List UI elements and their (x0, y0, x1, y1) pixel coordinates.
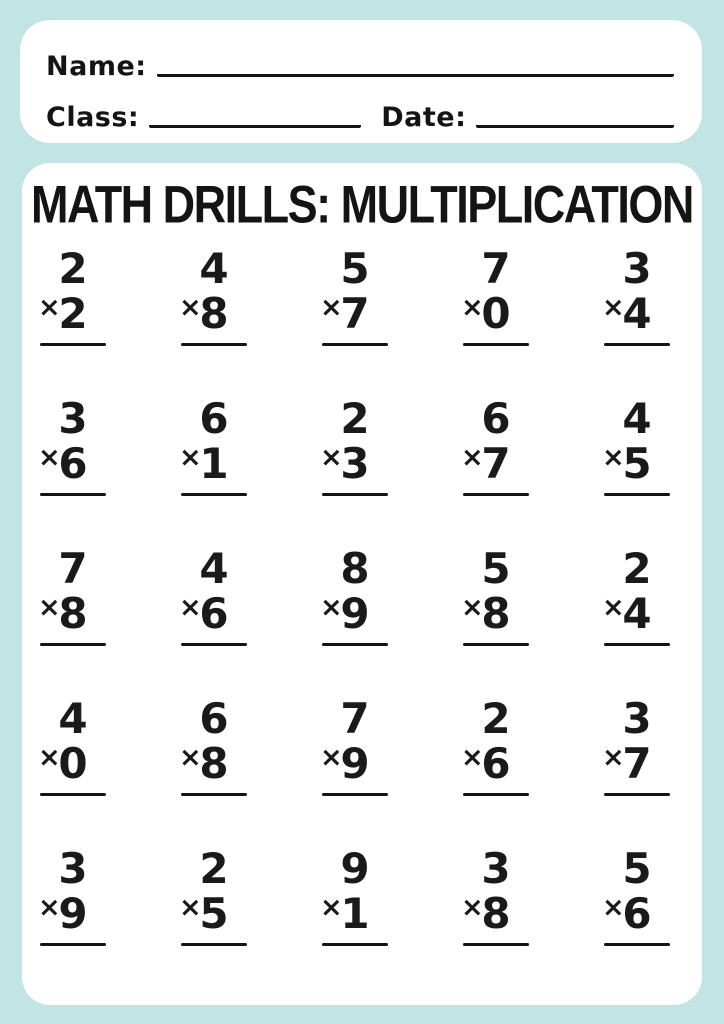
bottom-operand-row (320, 889, 388, 938)
answer-line (463, 643, 529, 646)
top-operand: 3 (481, 844, 511, 893)
top-operand: 8 (340, 544, 370, 593)
problems-grid (22, 234, 702, 998)
class-label: Class: (46, 102, 140, 134)
bottom-operand: 8 (199, 289, 229, 338)
bottom-operand-row (461, 739, 529, 788)
problem (38, 694, 106, 848)
bottom-operand-row (602, 889, 670, 938)
top-operand: 9 (340, 844, 370, 893)
problem (320, 394, 388, 548)
top-operand: 4 (199, 244, 229, 293)
name-row (46, 36, 674, 82)
date-label: Date: (381, 102, 467, 134)
bottom-operand-row (320, 289, 388, 338)
bottom-operand-row (602, 589, 670, 638)
top-operand: 3 (58, 394, 88, 443)
problem (38, 544, 106, 698)
top-operand: 2 (481, 694, 511, 743)
multiply-sign: × (602, 292, 625, 323)
problem (602, 694, 670, 848)
bottom-operand: 5 (199, 889, 229, 938)
top-operand: 5 (622, 844, 652, 893)
multiply-sign: × (602, 892, 625, 923)
bottom-operand: 4 (622, 589, 652, 638)
problem (602, 544, 670, 698)
problem (320, 694, 388, 848)
multiply-sign: × (38, 592, 61, 623)
bottom-operand-row (179, 589, 247, 638)
answer-line (40, 943, 106, 946)
answer-line (604, 343, 670, 346)
name-label: Name: (46, 51, 147, 83)
multiply-sign: × (320, 892, 343, 923)
bottom-operand-row (38, 289, 106, 338)
problem (461, 694, 529, 848)
answer-line (181, 793, 247, 796)
answer-line (322, 643, 388, 646)
worksheet-card (22, 163, 702, 1005)
answer-line (463, 493, 529, 496)
problem (179, 844, 247, 998)
bottom-operand: 6 (481, 739, 511, 788)
answer-line (463, 793, 529, 796)
bottom-operand: 9 (340, 589, 370, 638)
bottom-operand-row (179, 739, 247, 788)
problem (461, 394, 529, 548)
answer-line (322, 793, 388, 796)
answer-line (181, 643, 247, 646)
bottom-operand-row (320, 739, 388, 788)
bottom-operand-row (320, 439, 388, 488)
problem (461, 844, 529, 998)
multiply-sign: × (179, 742, 202, 773)
top-operand: 2 (58, 244, 88, 293)
answer-line (181, 493, 247, 496)
bottom-operand-row (38, 589, 106, 638)
problem (602, 394, 670, 548)
problem (38, 244, 106, 398)
bottom-operand-row (320, 589, 388, 638)
problem (461, 544, 529, 698)
multiply-sign: × (320, 592, 343, 623)
answer-line (40, 343, 106, 346)
answer-line (322, 493, 388, 496)
multiply-sign: × (179, 892, 202, 923)
class-date-row (46, 87, 674, 133)
bottom-operand-row (179, 889, 247, 938)
bottom-operand-row (38, 739, 106, 788)
top-operand: 3 (622, 244, 652, 293)
multiply-sign: × (461, 592, 484, 623)
top-operand: 3 (622, 694, 652, 743)
bottom-operand: 8 (199, 739, 229, 788)
problem (320, 544, 388, 698)
bottom-operand-row (179, 289, 247, 338)
problem (179, 244, 247, 398)
bottom-operand: 0 (58, 739, 88, 788)
top-operand: 2 (340, 394, 370, 443)
multiply-sign: × (461, 292, 484, 323)
answer-line (181, 943, 247, 946)
top-operand: 7 (58, 544, 88, 593)
name-blank-line (157, 64, 674, 77)
multiply-sign: × (320, 292, 343, 323)
bottom-operand: 6 (622, 889, 652, 938)
top-operand: 4 (58, 694, 88, 743)
date-blank-line (476, 115, 674, 128)
bottom-operand-row (602, 289, 670, 338)
top-operand: 6 (481, 394, 511, 443)
bottom-operand-row (461, 589, 529, 638)
problem (461, 244, 529, 398)
answer-line (322, 943, 388, 946)
bottom-operand: 7 (340, 289, 370, 338)
problem (179, 544, 247, 698)
top-operand: 4 (622, 394, 652, 443)
problem (602, 244, 670, 398)
problem (38, 844, 106, 998)
answer-line (322, 343, 388, 346)
top-operand: 6 (199, 394, 229, 443)
multiply-sign: × (461, 742, 484, 773)
bottom-operand: 6 (199, 589, 229, 638)
top-operand: 7 (481, 244, 511, 293)
bottom-operand-row (38, 889, 106, 938)
answer-line (604, 793, 670, 796)
multiply-sign: × (461, 442, 484, 473)
top-operand: 2 (199, 844, 229, 893)
title-wrap (22, 174, 702, 234)
answer-line (40, 793, 106, 796)
multiply-sign: × (602, 592, 625, 623)
bottom-operand-row (38, 439, 106, 488)
multiply-sign: × (38, 742, 61, 773)
answer-line (463, 943, 529, 946)
multiply-sign: × (38, 292, 61, 323)
bottom-operand: 5 (622, 439, 652, 488)
top-operand: 5 (481, 544, 511, 593)
bottom-operand: 8 (58, 589, 88, 638)
multiply-sign: × (179, 442, 202, 473)
bottom-operand: 9 (58, 889, 88, 938)
bottom-operand: 7 (622, 739, 652, 788)
problem (179, 694, 247, 848)
answer-line (40, 493, 106, 496)
answer-line (181, 343, 247, 346)
problem (602, 844, 670, 998)
multiply-sign: × (320, 442, 343, 473)
bottom-operand: 3 (340, 439, 370, 488)
bottom-operand: 7 (481, 439, 511, 488)
bottom-operand-row (602, 439, 670, 488)
multiply-sign: × (38, 892, 61, 923)
bottom-operand: 8 (481, 889, 511, 938)
bottom-operand: 2 (58, 289, 88, 338)
bottom-operand-row (461, 439, 529, 488)
top-operand: 4 (199, 544, 229, 593)
top-operand: 7 (340, 694, 370, 743)
top-operand: 6 (199, 694, 229, 743)
answer-line (604, 943, 670, 946)
bottom-operand: 1 (199, 439, 229, 488)
class-blank-line (149, 115, 361, 128)
answer-line (604, 643, 670, 646)
bottom-operand: 8 (481, 589, 511, 638)
bottom-operand-row (461, 289, 529, 338)
bottom-operand-row (602, 739, 670, 788)
answer-line (604, 493, 670, 496)
header-card (20, 20, 702, 143)
problem (320, 244, 388, 398)
problem (320, 844, 388, 998)
bottom-operand: 4 (622, 289, 652, 338)
multiply-sign: × (461, 892, 484, 923)
multiply-sign: × (320, 742, 343, 773)
top-operand: 2 (622, 544, 652, 593)
top-operand: 5 (340, 244, 370, 293)
bottom-operand-row (461, 889, 529, 938)
bottom-operand: 9 (340, 739, 370, 788)
problem (179, 394, 247, 548)
multiply-sign: × (179, 592, 202, 623)
answer-line (40, 643, 106, 646)
bottom-operand: 0 (481, 289, 511, 338)
multiply-sign: × (602, 742, 625, 773)
worksheet-title: MATH DRILLS: MULTIPLICATION (31, 174, 693, 235)
top-operand: 3 (58, 844, 88, 893)
bottom-operand: 1 (340, 889, 370, 938)
problem (38, 394, 106, 548)
multiply-sign: × (38, 442, 61, 473)
answer-line (463, 343, 529, 346)
bottom-operand: 6 (58, 439, 88, 488)
bottom-operand-row (179, 439, 247, 488)
multiply-sign: × (602, 442, 625, 473)
multiply-sign: × (179, 292, 202, 323)
